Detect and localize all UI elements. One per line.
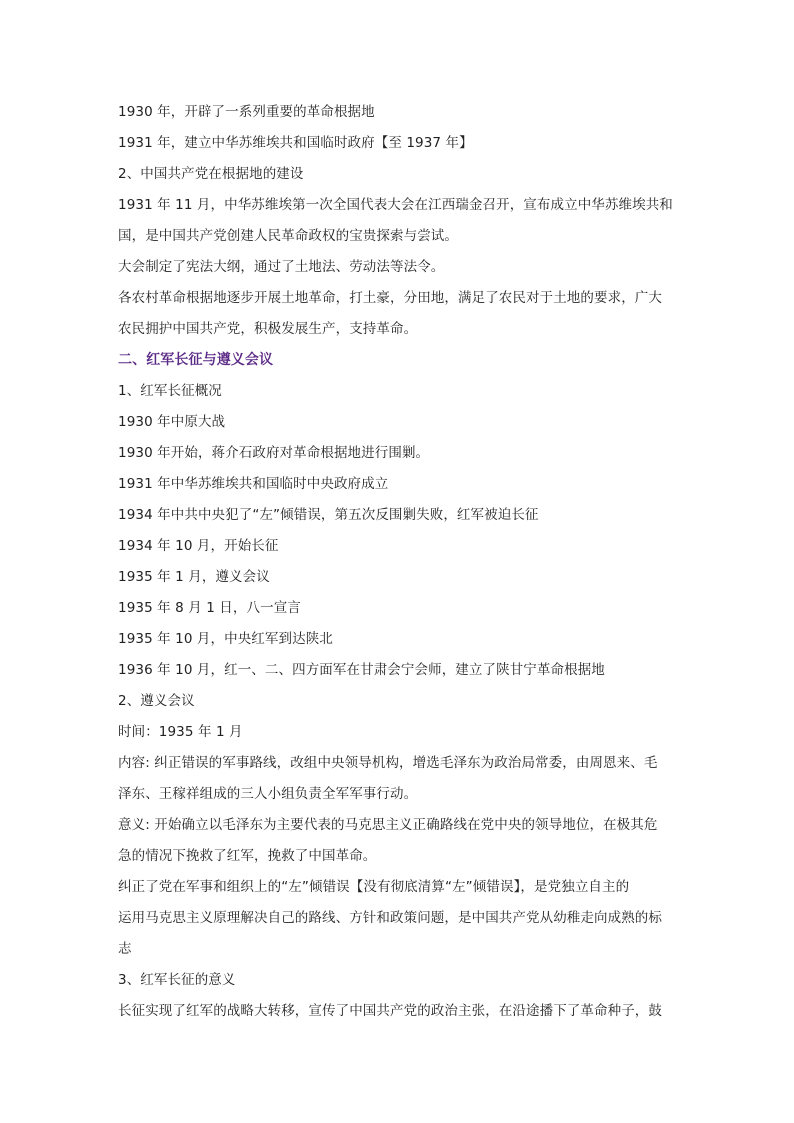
text-line: 1934 年 10 月，开始长征 xyxy=(118,538,279,554)
text-line: 1931 年，建立中华苏维埃共和国临时政府【至 1937 年】 xyxy=(118,135,473,151)
text-line: 1936 年 10 月，红一、二、四方面军在甘肃会宁会师，建立了陕甘宁革命根据地 xyxy=(118,662,605,678)
text-line: 急的情况下挽救了红军，挽救了中国革命。 xyxy=(118,848,377,864)
text-line: 内容: 纠正错误的军事路线，改组中央领导机构，增选毛泽东为政治局常委，由周恩来、毛 xyxy=(118,755,658,771)
section-subheading: 1、红军长征概况 xyxy=(118,383,222,399)
text-line: 1930 年，开辟了一系列重要的革命根据地 xyxy=(118,104,375,120)
text-line: 志 xyxy=(118,941,132,957)
text-line: 1935 年 1 月，遵义会议 xyxy=(118,569,270,585)
text-line: 纠正了党在军事和组织上的“左”倾错误【没有彻底清算“左”倾错误】，是党独立自主的 xyxy=(118,879,630,895)
text-line: 1931 年中华苏维埃共和国临时中央政府成立 xyxy=(118,476,389,492)
text-line: 时间：1935 年 1 月 xyxy=(118,724,243,740)
text-line: 1935 年 8 月 1 日，八一宣言 xyxy=(118,600,301,616)
text-line: 1930 年开始，蒋介石政府对革命根据地进行围剿。 xyxy=(118,445,430,461)
text-line: 运用马克思主义原理解决自己的路线、方针和政策问题，是中国共产党从幼稚走向成熟的标 xyxy=(118,910,662,926)
text-line: 1934 年中共中央犯了“左”倾错误，第五次反围剿失败，红军被迫长征 xyxy=(118,507,539,523)
section-subheading: 3、红军长征的意义 xyxy=(118,972,236,988)
text-line: 大会制定了宪法大纲，通过了土地法、劳动法等法令。 xyxy=(118,259,445,275)
section-heading: 二、红军长征与遵义会议 xyxy=(118,352,274,368)
text-line: 农民拥护中国共产党，积极发展生产，支持革命。 xyxy=(118,321,418,337)
text-line: 1931 年 11 月，中华苏维埃第一次全国代表大会在江西瑞金召开，宣布成立中华苏维埃共和 xyxy=(118,197,673,213)
text-line: 泽东、王稼祥组成的三人小组负责全军军事行动。 xyxy=(118,786,418,802)
text-line: 意义: 开始确立以毛泽东为主要代表的马克思主义正确路线在党中央的领导地位，在极其危 xyxy=(118,817,658,833)
text-line: 长征实现了红军的战略大转移，宣传了中国共产党的政治主张，在沿途播下了革命种子，鼓 xyxy=(118,1003,662,1019)
text-line: 国，是中国共产党创建人民革命政权的宝贵探索与尝试。 xyxy=(118,228,458,244)
text-line: 1935 年 10 月，中央红军到达陕北 xyxy=(118,631,333,647)
section-subheading: 2、中国共产党在根据地的建设 xyxy=(118,166,304,182)
section-subheading: 2、遵义会议 xyxy=(118,693,195,709)
text-line: 1930 年中原大战 xyxy=(118,414,226,430)
text-line: 各农村革命根据地逐步开展土地革命，打土豪，分田地，满足了农民对于土地的要求，广大 xyxy=(118,290,662,306)
